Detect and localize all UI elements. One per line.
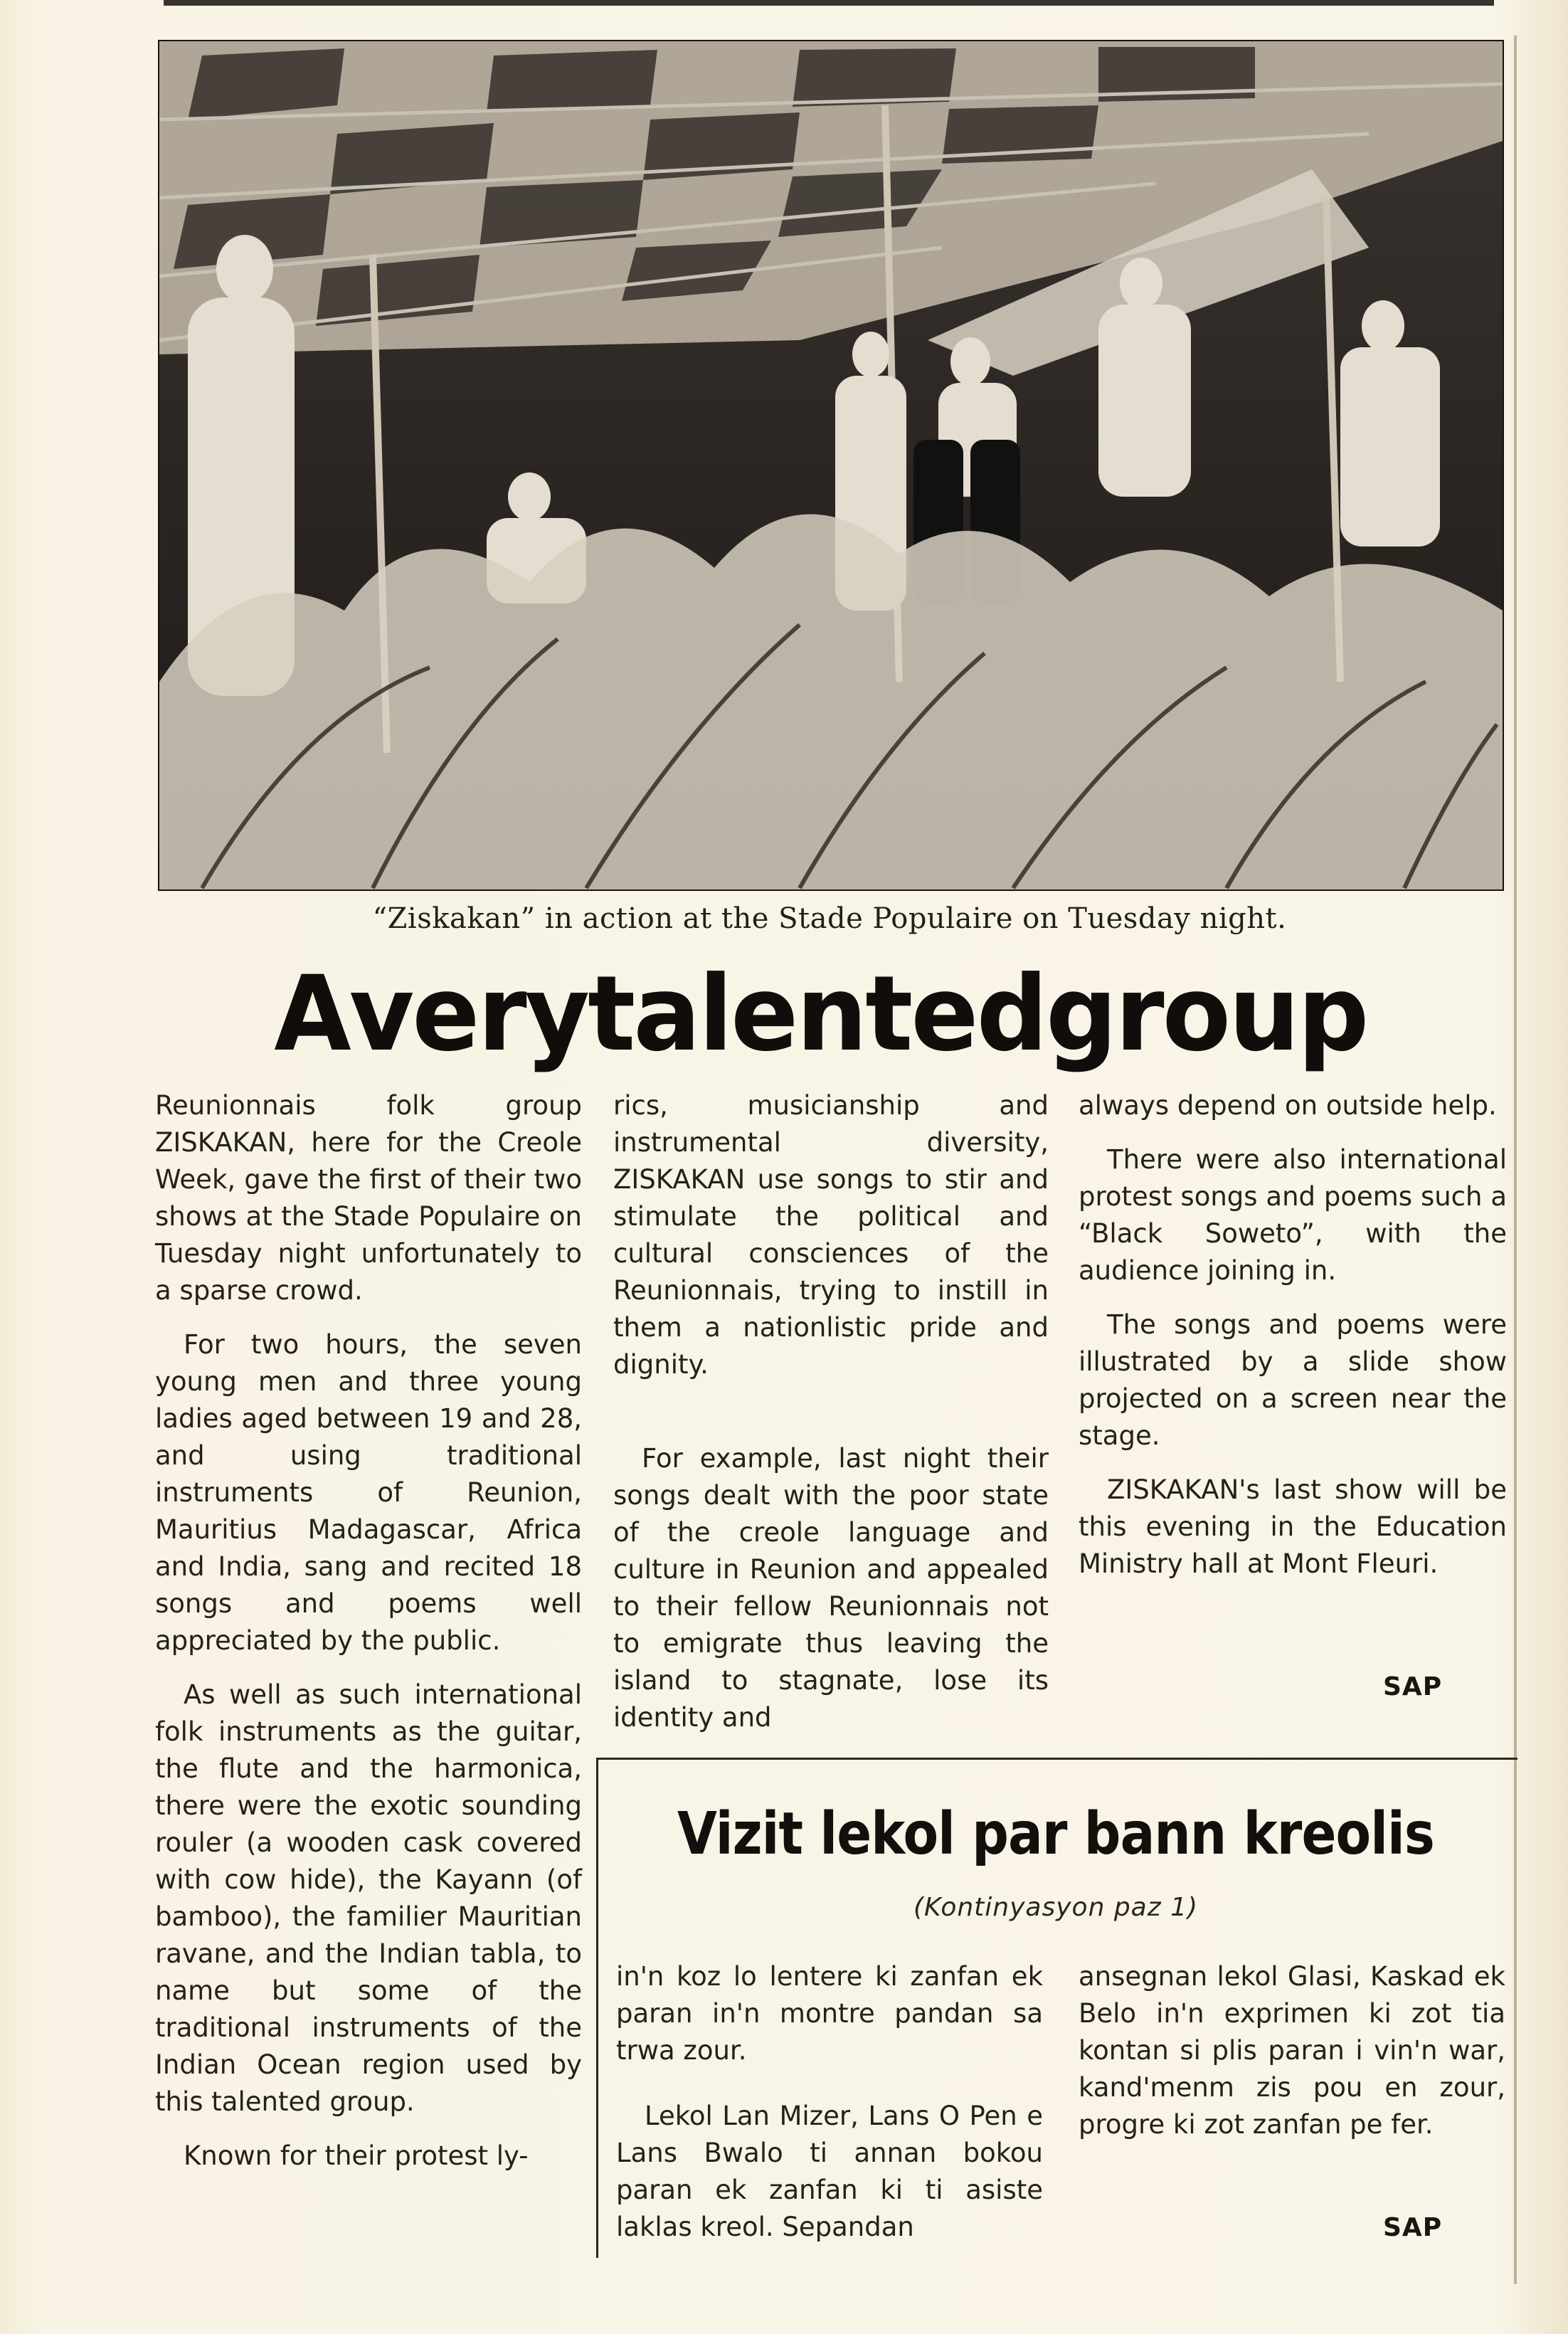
paragraph: For two hours, the seven young men and three young ladies aged between 19 and 28, and using traditional instruments of Reunion, Mauritius Madagascar, Africa and India, sang and recited 18 songs and poems well appreciated by the public. [155, 1329, 582, 1656]
paragraph: always depend on outside help. [1079, 1090, 1497, 1121]
paragraph: ZISKAKAN's last show will be this evening in the Education Ministry hall at Mont Fleuri. [1079, 1474, 1507, 1579]
article-signature: SAP [1383, 1672, 1443, 1701]
second-article-column-2 [1079, 1958, 1505, 2160]
paragraph: The songs and poems were illustrated by a slide show projected on a screen near the stage. [1079, 1309, 1507, 1451]
second-article-column-1 [616, 1958, 1043, 2263]
paragraph: rics, musicianship and instrumental diversity, ZISKAKAN use songs to stir and stimulate the political and cultural consciences of the Reunionnais, trying to instill in them a nationlistic pride and dignity. [613, 1090, 1049, 1380]
concert-photo [158, 40, 1504, 891]
paragraph: As well as such international folk instruments as the guitar, the flute and the harmonica, there were the exotic sounding rouler (a wooden cask covered with cow hide), the Kayann (of bamboo), the familier Mauritian ravane, and the Indian tabla, to name but some of the traditional instruments of the Indian Ocean region used by this talented group. [155, 1679, 582, 2117]
paragraph: in'n koz lo lentere ki zanfan ek paran in'n montre pandan sa trwa zour. [616, 1961, 1043, 2066]
headline-word: group [1046, 954, 1367, 1074]
headline-word: talented [588, 954, 1047, 1074]
paragraph: Lekol Lan Mizer, Lans O Pen e Lans Bwalo ti annan bokou paran ek zanfan ki ti asiste laklas kreol. Sepandan [616, 2101, 1043, 2242]
paragraph: There were also international protest songs and poems such a “Black Soweto”, with the audience joining in. [1079, 1144, 1507, 1286]
second-article-subtitle: (Kontinyasyon paz 1) [913, 1893, 1199, 1922]
paragraph: ansegnan lekol Glasi, Kaskad ek Belo in'n exprimen ki zot tia kontan si plis paran i vin'n war, kand'menm zis pou en zour, progre ki zot zanfan pe fer. [1079, 1961, 1505, 2140]
second-article-headline: Vizit lekol par bann kreolis [677, 1800, 1434, 1868]
paragraph: For example, last night their songs dealt with the poor state of the creole language and culture in Reunion and appealed to their fellow Reunionnais not to emigrate thus leaving the island to stagnate, lose its identity and [613, 1443, 1049, 1733]
second-article-signature: SAP [1383, 2213, 1443, 2242]
article-column-1 [155, 1087, 582, 2192]
photo-caption: “Ziskakan” in action at the Stade Populaire on Tuesday night. [372, 902, 1287, 935]
paragraph: Known for their protest ly- [184, 2140, 529, 2171]
article-column-3 [1079, 1087, 1507, 1600]
article-headline [158, 954, 1447, 1074]
headline-word: A [274, 954, 349, 1074]
paragraph: Reunionnais folk group ZISKAKAN, here for the Creole Week, gave the first of their two shows at the Stade Populaire on Tuesday night unfortunately to a sparse crowd. [155, 1090, 582, 1306]
headline-word: very [349, 954, 588, 1074]
top-rule [164, 0, 1494, 6]
article-column-2 [613, 1087, 1049, 1753]
concert-photo-illustration [159, 41, 1503, 889]
